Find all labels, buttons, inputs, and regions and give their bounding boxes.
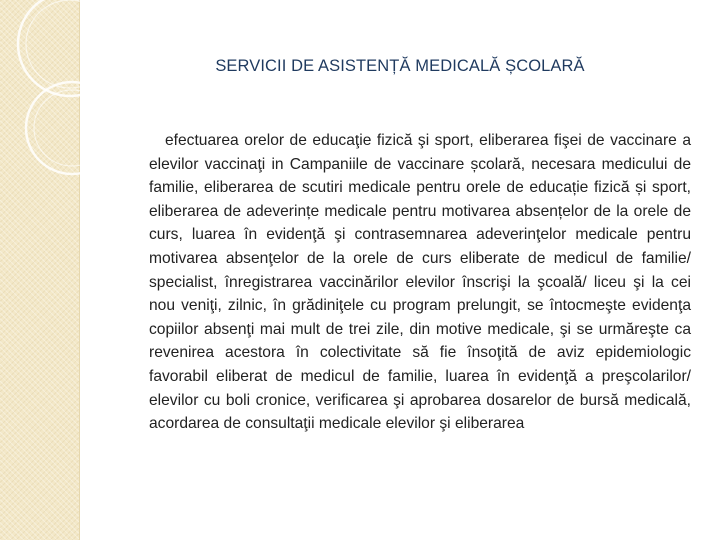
body-paragraph: efectuarea orelor de educaţie fizică şi sport, eliberarea fişei de vaccinare a elevilor vaccinaţi in Campaniile de vaccinare școlară, necesara medicului de familie, eliberarea de scutiri medicale pentru orele de educație fizică și sport, eliberarea de adeverințe medicale pentru motivarea absențelor de la orele de curs, luarea în evidenţă şi contrasemnarea adeverinţelor medicale pentru motivarea absenţelor de la orele de curs eliberate de medicul de familie/ specialist, înregistrarea vaccinărilor elevilor înscrişi la şcoală/ liceu şi la cei nou veniţi, zilnic, în grădiniţele cu program prelungit, se întocmeşte evidenţa copiilor absenţi mai mult de trei zile, din motive medicale, şi se urmăreşte ca revenirea acestora în colectivitate să fie însoţită de aviz epidemiologic favorabil eliberat de medicul de familie, luarea în evidenţă a preşcolarilor/ elevilor cu boli cronice, verificarea şi aprobarea dosarelor de bursă medicală, acordarea de consultaţii medicale elevilor şi eliberarea: [149, 132, 691, 433]
decorative-side-panel: [0, 0, 80, 540]
slide-title: SERVICII DE ASISTENȚĂ MEDICALĂ ȘCOLARĂ: [215, 57, 585, 75]
